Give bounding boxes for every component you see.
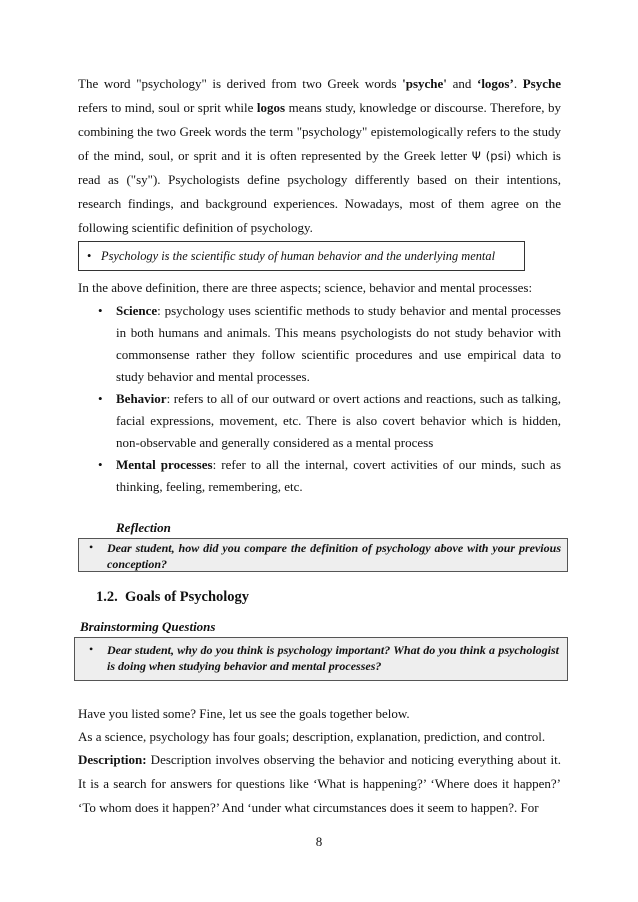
bullet-icon: • [89, 642, 94, 656]
section-heading [96, 589, 249, 606]
intro-text-5: means study, knowledge or discourse. Therefore, by combining the two Greek words the term "psychology" epistemologically refers to the study of the mind, soul, or sprit and it is often represented by the Greek letter [78, 100, 562, 163]
description-term: Description: [78, 752, 147, 767]
bullet-icon: • [87, 249, 92, 263]
aspect-term: Mental processes [116, 457, 213, 472]
goals-text: As a science, psychology has four goals; [78, 729, 293, 744]
brainstorming-text: Dear student, why do you think is psychology important? What do you think a psychologist is doing when studying behavior and mental processes? [107, 643, 559, 673]
goals-paragraph-2 [78, 725, 561, 749]
definition-box [78, 241, 525, 271]
bullet-icon: • [98, 303, 103, 318]
description-text: Description involves observing the behavior and noticing everything about it. It is a search for answers for questions like ‘What is happening?’ ‘Where does it happen?’ ‘To whom does it happen?’ And ‘under what circumstances does it seem to happen?. For [78, 752, 561, 815]
section-number: 1.2. [96, 589, 118, 605]
definition-text: Psychology is the scientific study of human behavior and the underlying mental [101, 249, 496, 263]
reflection-title: Reflection [116, 520, 171, 535]
aspect-item-mental-processes [98, 454, 561, 498]
intro-text-1: The word "psychology" is derived from two Greek words [78, 76, 403, 91]
psyche-term: Psyche [522, 76, 561, 91]
aspect-text: : refers to all of our outward or overt actions and reactions, such as talking, facial expressions, movement, etc. There is also covert behavior which is hidden, non-observable and generally considered as a mental process [116, 391, 561, 450]
bullet-icon: • [89, 540, 94, 554]
aspect-body [116, 454, 561, 498]
reflection-box [78, 538, 568, 572]
aspect-item-science [98, 300, 561, 388]
psi-symbol: Ψ (psi) [471, 149, 512, 163]
section-title: Goals of Psychology [125, 589, 250, 605]
page-number: 8 [315, 834, 323, 849]
bullet-icon: • [98, 457, 103, 472]
intro-text-4: refers to mind, soul or sprit while [78, 100, 257, 115]
aspect-body [116, 300, 561, 388]
bullet-icon: • [98, 391, 103, 406]
logos-term: logos [256, 100, 286, 115]
aspect-text: : psychology uses scientific methods to study behavior and mental processes in both humans and animals. This means psychologists do not study behavior with commonsense rather they follow scientific procedures and use empirical data to study behavior and mental processes. [116, 303, 561, 384]
brainstorming-title: Brainstorming Questions [80, 619, 216, 634]
aspect-body [116, 388, 561, 454]
reflection-text: Dear student, how did you compare the definition of psychology above with your previous conception? [107, 541, 561, 571]
intro-text-6: which is read as ("sy"). Psychologists define psychology differently based on their intentions, research findings, and background experiences. Nowadays, most of them agree on the following scientific definition of psychology. [78, 148, 561, 235]
description-paragraph [78, 748, 561, 820]
goals-paragraph-1: Have you listed some? Fine, let us see the goals together below. [78, 706, 410, 721]
aspect-term: Science [116, 303, 158, 318]
brainstorming-box [74, 637, 568, 681]
aspect-term: Behavior [116, 391, 167, 406]
aspect-item-behavior [98, 388, 561, 454]
definition-text-line [87, 249, 495, 264]
goals-list: description, explanation, prediction, and control [292, 729, 542, 744]
intro-text-2: and [446, 76, 477, 91]
intro-text-3: . [513, 76, 523, 91]
logos-quoted: ‘logos’ [476, 76, 514, 91]
goals-period: . [541, 729, 546, 744]
intro-paragraph [78, 72, 561, 240]
psyche-quoted: 'psyche' [402, 76, 447, 91]
aspects-intro: In the above definition, there are three aspects; science, behavior and mental processes: [78, 280, 533, 295]
aspect-text: : refer to all the internal, covert activities of our minds, such as thinking, feeling, remembering, etc. [116, 457, 561, 494]
